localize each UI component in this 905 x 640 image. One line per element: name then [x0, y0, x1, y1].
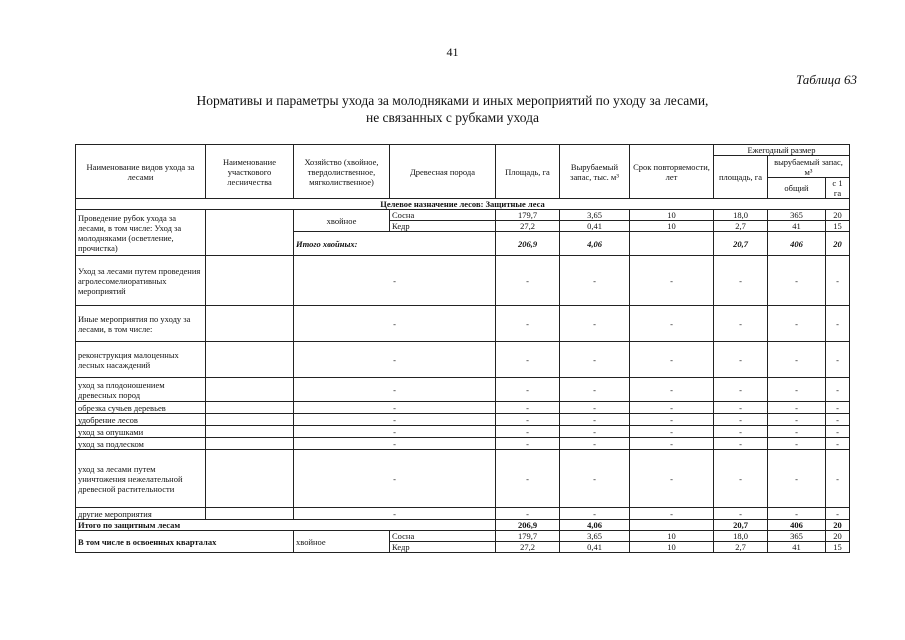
row-name: уход за лесами путем уничтожения нежелательной древесной растительности [76, 450, 206, 508]
species-cell: Сосна [390, 210, 496, 221]
area-cell: 179,7 [496, 210, 560, 221]
stock-cell: 0,41 [560, 221, 630, 232]
total-label: Итого по защитным лесам [76, 520, 496, 531]
dash-cell: - [714, 256, 768, 306]
dash-cell: - [496, 402, 560, 414]
subtotal-stock: 4,06 [560, 232, 630, 256]
dash-cell: - [826, 414, 850, 426]
table-row [76, 256, 850, 306]
dash-cell: - [294, 402, 496, 414]
dash-cell: - [714, 342, 768, 378]
dash-cell: - [294, 342, 496, 378]
dash-cell: - [768, 342, 826, 378]
annual-area-cell: 2,7 [714, 221, 768, 232]
row-name: Иные мероприятия по уходу за лесами, в том числе: [76, 306, 206, 342]
dash-cell: - [560, 378, 630, 402]
dash-cell: - [496, 306, 560, 342]
subtotal-annual-total: 406 [768, 232, 826, 256]
annual-per-ha-cell: 20 [826, 531, 850, 542]
dash-cell: - [826, 426, 850, 438]
header-stock: Вырубаемый запас, тыс. м³ [560, 145, 630, 199]
dash-cell: - [768, 256, 826, 306]
dash-cell: - [826, 306, 850, 342]
dash-cell: - [826, 508, 850, 520]
dash-cell: - [630, 342, 714, 378]
dash-cell: - [294, 306, 496, 342]
stock-cell: 3,65 [560, 210, 630, 221]
dash-cell: - [768, 402, 826, 414]
total-row [76, 520, 850, 531]
dash-cell: - [826, 378, 850, 402]
header-annual-total: общий [768, 178, 826, 199]
annual-per-ha-cell: 15 [826, 221, 850, 232]
total-annual-total: 406 [768, 520, 826, 531]
dash-cell: - [294, 508, 496, 520]
subtotal-period [630, 232, 714, 256]
header-annual-stock: вырубаемый запас, м³ [768, 156, 850, 178]
first-block-district [206, 210, 294, 256]
annual-per-ha-cell: 20 [826, 210, 850, 221]
dash-cell: - [630, 450, 714, 508]
dash-cell: - [826, 450, 850, 508]
row-name: обрезка сучьев деревьев [76, 402, 206, 414]
dash-cell: - [560, 414, 630, 426]
dash-cell: - [714, 414, 768, 426]
area-cell: 27,2 [496, 542, 560, 553]
dash-cell: - [560, 306, 630, 342]
table-row [76, 306, 850, 342]
species-cell: Кедр [390, 542, 496, 553]
species-cell: Сосна [390, 531, 496, 542]
dash-cell: - [630, 508, 714, 520]
header-district: Наименование участкового лесничества [206, 145, 294, 199]
row-name: реконструкция малоценных лесных насаждений [76, 342, 206, 378]
area-cell: 179,7 [496, 531, 560, 542]
row-name: уход за подлеском [76, 438, 206, 450]
annual-total-cell: 365 [768, 210, 826, 221]
first-block-economy: хвойное [294, 210, 390, 232]
table-row [76, 414, 850, 426]
annual-total-cell: 41 [768, 542, 826, 553]
table-row [76, 378, 850, 402]
dash-cell: - [826, 256, 850, 306]
header-period: Срок повторяемости, лет [630, 145, 714, 199]
total-annual-per-ha: 20 [826, 520, 850, 531]
total-stock: 4,06 [560, 520, 630, 531]
table-row [76, 508, 850, 520]
table-caption: Таблица 63 [795, 72, 857, 87]
dash-cell: - [714, 402, 768, 414]
dash-cell: - [630, 378, 714, 402]
header-area: Площадь, га [496, 145, 560, 199]
subtotal-annual-per-ha: 20 [826, 232, 850, 256]
developed-label: В том числе в освоенных кварталах [76, 531, 294, 553]
dash-cell: - [630, 426, 714, 438]
row-name: Уход за лесами путем проведения агролесомелиоративных мероприятий [76, 256, 206, 306]
dash-cell: - [826, 342, 850, 378]
dash-cell: - [768, 378, 826, 402]
table-row [76, 450, 850, 508]
row-name: уход за плодоношением древесных пород [76, 378, 206, 402]
dash-cell: - [560, 402, 630, 414]
total-annual-area: 20,7 [714, 520, 768, 531]
document-title [0, 92, 905, 126]
dash-cell: - [496, 438, 560, 450]
annual-area-cell: 2,7 [714, 542, 768, 553]
annual-total-cell: 365 [768, 531, 826, 542]
table-row [76, 342, 850, 378]
dash-cell: - [560, 342, 630, 378]
dash-cell: - [714, 438, 768, 450]
dash-cell: - [294, 378, 496, 402]
dash-cell: - [768, 426, 826, 438]
dash-cell: - [294, 414, 496, 426]
stock-cell: 0,41 [560, 542, 630, 553]
table-row [76, 426, 850, 438]
dash-cell: - [714, 426, 768, 438]
dash-cell: - [560, 508, 630, 520]
dash-cell: - [294, 438, 496, 450]
dash-cell: - [294, 426, 496, 438]
header-species: Древесная порода [390, 145, 496, 199]
period-cell: 10 [630, 221, 714, 232]
row-name: удобрение лесов [76, 414, 206, 426]
total-area: 206,9 [496, 520, 560, 531]
first-block-kind: Проведение рубок ухода за лесами, в том числе: Уход за молодняками (осветление, прочистка) [76, 210, 206, 256]
dash-cell: - [630, 256, 714, 306]
dash-cell: - [714, 508, 768, 520]
dash-cell: - [560, 438, 630, 450]
dash-cell: - [768, 450, 826, 508]
table-row [76, 438, 850, 450]
dash-cell: - [496, 450, 560, 508]
total-period [630, 520, 714, 531]
period-cell: 10 [630, 531, 714, 542]
dash-cell: - [768, 414, 826, 426]
dash-cell: - [294, 450, 496, 508]
subtotal-area: 206,9 [496, 232, 560, 256]
table-row [76, 402, 850, 414]
dash-cell: - [714, 378, 768, 402]
period-cell: 10 [630, 542, 714, 553]
annual-area-cell: 18,0 [714, 210, 768, 221]
dash-cell: - [768, 508, 826, 520]
dash-cell: - [496, 414, 560, 426]
header-annual: Ежегодный размер [714, 145, 850, 156]
page-number: 41 [446, 45, 459, 59]
title-line-2: не связанных с рубками ухода [365, 110, 540, 125]
header-kind: Наименование видов ухода за лесами [76, 145, 206, 199]
row-name: другие мероприятия [76, 508, 206, 520]
title-line-1: Нормативы и параметры ухода за молодняками и иных мероприятий по уходу за лесами, [196, 93, 709, 108]
dash-cell: - [714, 450, 768, 508]
header-economy: Хозяйство (хвойное, твердолиственное, мягколиственное) [294, 145, 390, 199]
norms-table [75, 144, 850, 553]
period-cell: 10 [630, 210, 714, 221]
dash-cell: - [496, 508, 560, 520]
header-annual-area: площадь, га [714, 156, 768, 199]
row-name: уход за опушками [76, 426, 206, 438]
section-title: Целевое назначение лесов: Защитные леса [76, 199, 850, 210]
dash-cell: - [496, 256, 560, 306]
dash-cell: - [714, 306, 768, 342]
header-annual-per-ha: с 1 га [826, 178, 850, 199]
dash-cell: - [496, 378, 560, 402]
dash-cell: - [560, 426, 630, 438]
developed-economy: хвойное [294, 531, 390, 553]
dash-cell: - [768, 306, 826, 342]
annual-total-cell: 41 [768, 221, 826, 232]
subtotal-label: Итого хвойных: [294, 232, 496, 256]
stock-cell: 3,65 [560, 531, 630, 542]
annual-area-cell: 18,0 [714, 531, 768, 542]
annual-per-ha-cell: 15 [826, 542, 850, 553]
dash-cell: - [560, 450, 630, 508]
dash-cell: - [630, 414, 714, 426]
species-cell: Кедр [390, 221, 496, 232]
dash-cell: - [496, 342, 560, 378]
dash-cell: - [826, 438, 850, 450]
dash-cell: - [630, 438, 714, 450]
dash-cell: - [630, 306, 714, 342]
dash-cell: - [768, 438, 826, 450]
area-cell: 27,2 [496, 221, 560, 232]
dash-cell: - [496, 426, 560, 438]
dash-cell: - [560, 256, 630, 306]
dash-cell: - [294, 256, 496, 306]
dash-cell: - [630, 402, 714, 414]
dash-cell: - [826, 402, 850, 414]
subtotal-annual-area: 20,7 [714, 232, 768, 256]
